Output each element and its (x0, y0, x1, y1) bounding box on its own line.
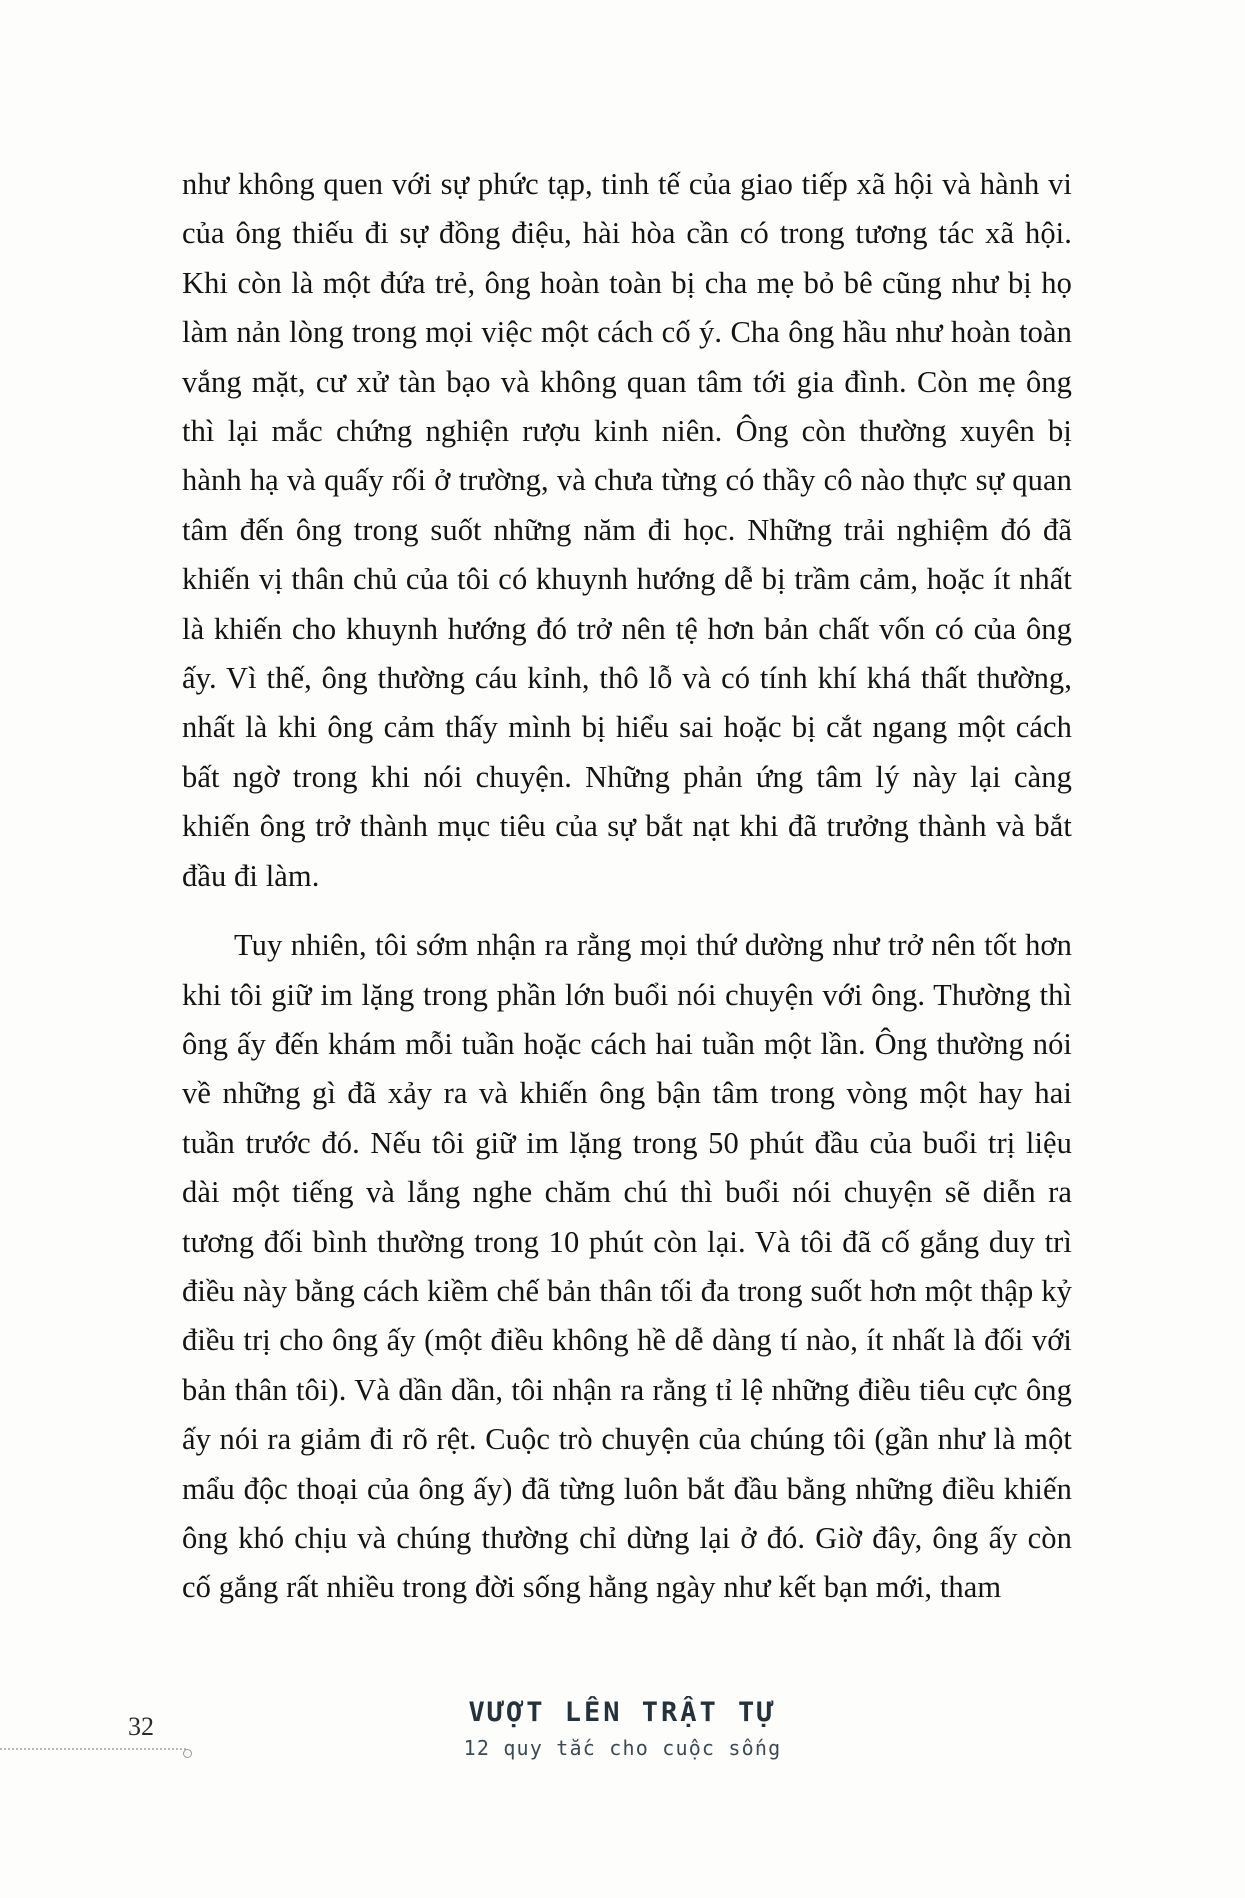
book-subtitle: 12 quy tắc cho cuộc sống (463, 1736, 782, 1760)
book-title: VƯỢT LÊN TRẬT TỰ (468, 1697, 777, 1729)
paragraph-1: như không quen với sự phức tạp, tinh tế của giao tiếp xã hội và hành vi của ông thiếu đi sự đồng điệu, hài hòa cần có trong tương tác xã hội. Khi còn là một đứa trẻ, ông hoàn toàn bị cha mẹ bỏ bê cũng như bị họ làm nản lòng trong mọi việc một cách cố ý. Cha ông hầu như hoàn toàn vắng mặt, cư xử tàn bạo và không quan tâm tới gia đình. Còn mẹ ông thì lại mắc chứng nghiện rượu kinh niên. Ông còn thường xuyên bị hành hạ và quấy rối ở trường, và chưa từng có thầy cô nào thực sự quan tâm đến ông trong suốt những năm đi học. Những trải nghiệm đó đã khiến vị thân chủ của tôi có khuynh hướng dễ bị trầm cảm, hoặc ít nhất là khiến cho khuynh hướng đó trở nên tệ hơn bản chất vốn có của ông ấy. Vì thế, ông thường cáu kỉnh, thô lỗ và có tính khí khá thất thường, nhất là khi ông cảm thấy mình bị hiểu sai hoặc bị cắt ngang một cách bất ngờ trong khi nói chuyện. Những phản ứng tâm lý này lại càng khiến ông trở thành mục tiêu của sự bắt nạt khi đã trưởng thành và bắt đầu đi làm. (182, 167, 1072, 893)
paragraph-2: Tuy nhiên, tôi sớm nhận ra rằng mọi thứ dường như trở nên tốt hơn khi tôi giữ im lặng trong phần lớn buổi nói chuyện với ông. Thường thì ông ấy đến khám mỗi tuần hoặc cách hai tuần một lần. Ông thường nói về những gì đã xảy ra và khiến ông bận tâm trong vòng một hay hai tuần trước đó. Nếu tôi giữ im lặng trong 50 phút đầu của buổi trị liệu dài một tiếng và lắng nghe chăm chú thì buổi nói chuyện sẽ diễn ra tương đối bình thường trong 10 phút còn lại. Và tôi đã cố gắng duy trì điều này bằng cách kiềm chế bản thân tối đa trong suốt hơn một thập kỷ điều trị cho ông ấy (một điều không hề dễ dàng tí nào, ít nhất là đối với bản thân tôi). Và dần dần, tôi nhận ra rằng tỉ lệ những điều tiêu cực ông ấy nói ra giảm đi rõ rệt. Cuộc trò chuyện của chúng tôi (gần như là một mẩu độc thoại của ông ấy) đã từng luôn bắt đầu bằng những điều khiến ông khó chịu và chúng thường chỉ dừng lại ở đó. Giờ đây, ông ấy còn cố gắng rất nhiều trong đời sống hằng ngày như kết bạn mới, tham (182, 928, 1072, 1605)
page-number: 32 (128, 1712, 154, 1741)
running-head (0, 1696, 1245, 1760)
page-footer (0, 1690, 1245, 1780)
page-body-text (182, 160, 1072, 1613)
